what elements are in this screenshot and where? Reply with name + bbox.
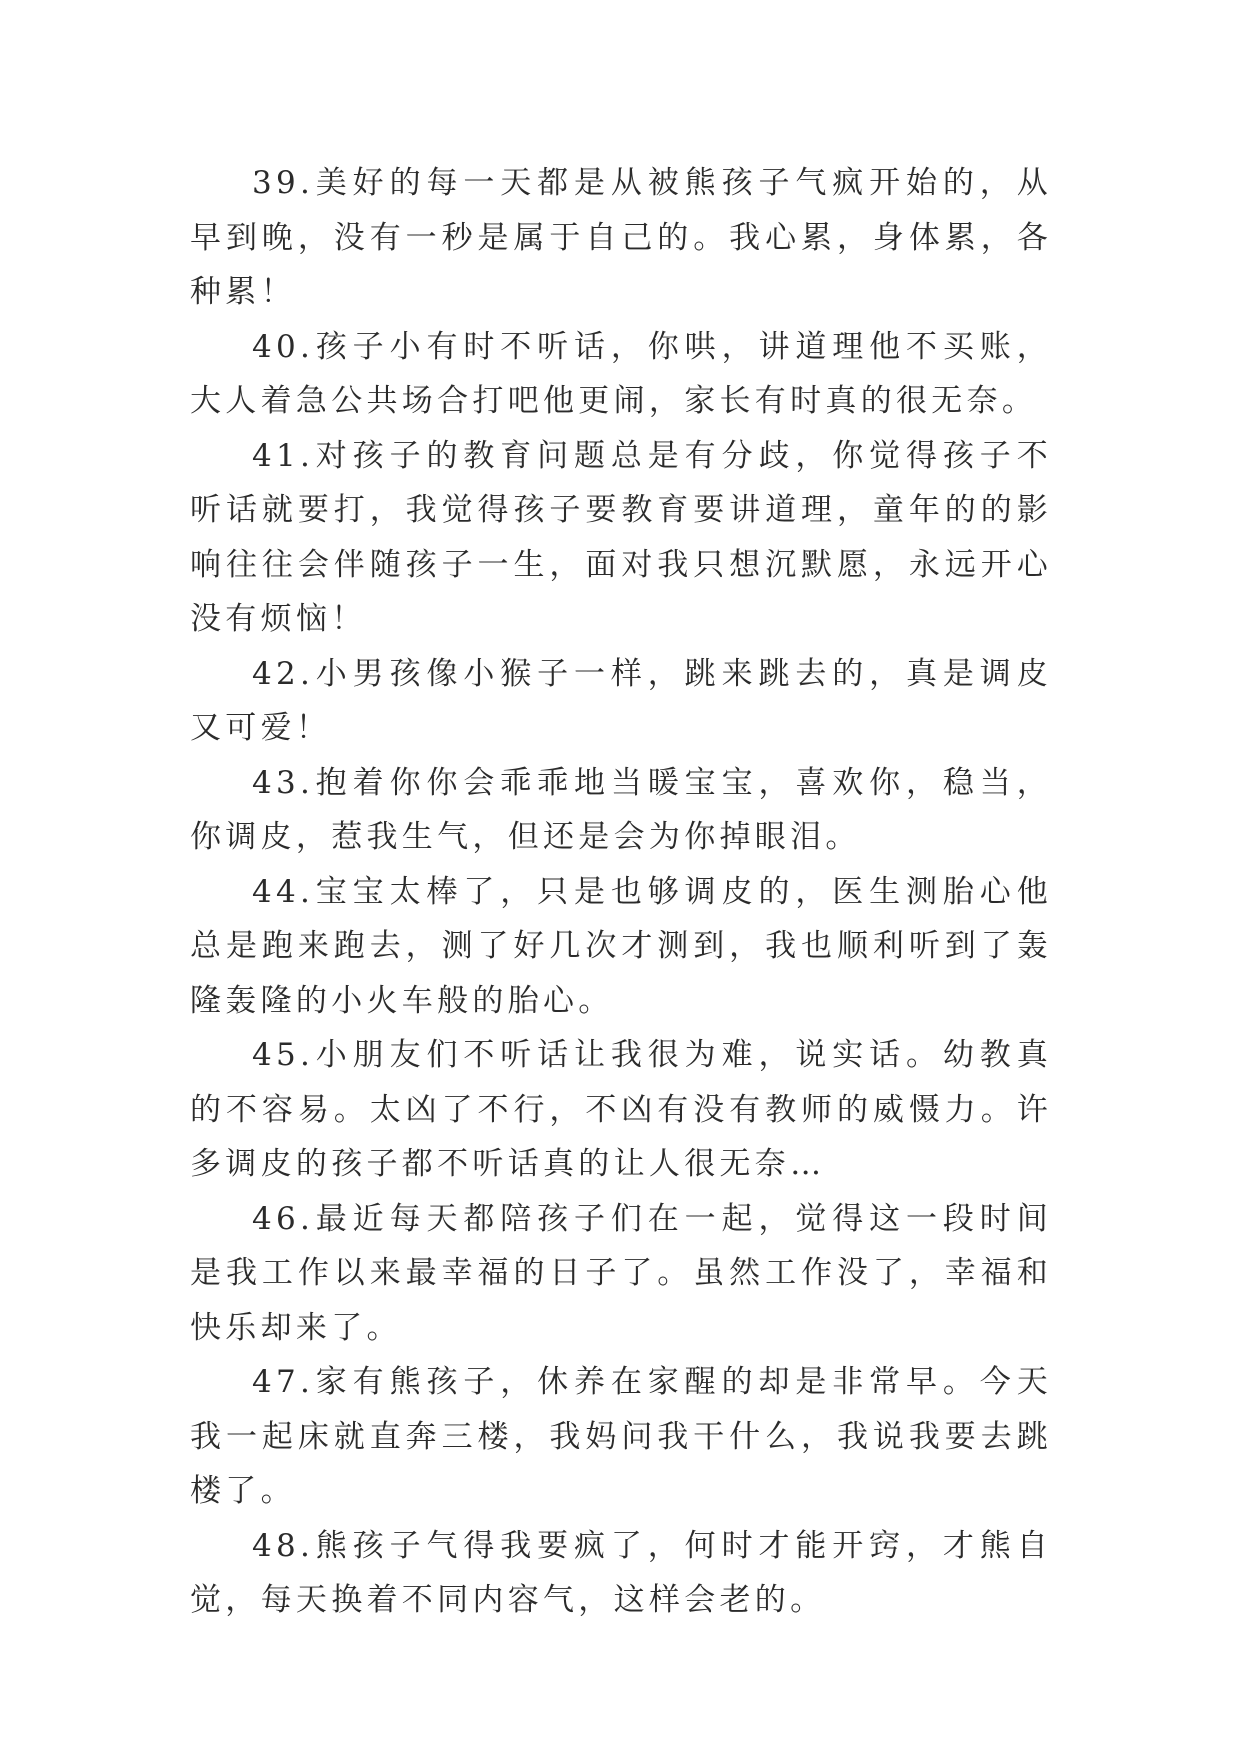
paragraph-43: 43.抱着你你会乖乖地当暖宝宝，喜欢你，稳当，你调皮，惹我生气，但还是会为你掉眼泪。 [190, 764, 1052, 855]
document-body [190, 156, 1052, 1628]
paragraph-45: 45.小朋友们不听话让我很为难，说实话。幼教真的不容易。太凶了不行，不凶有没有教师的威慑力。许多调皮的孩子都不听话真的让人很无奈… [190, 1037, 1052, 1182]
paragraph-40: 40.孩子小有时不听话，你哄，讲道理他不买账，大人着急公共场合打吧他更闹，家长有时真的很无奈。 [190, 328, 1052, 419]
paragraph-46: 46.最近每天都陪孩子们在一起，觉得这一段时间是我工作以来最幸福的日子了。虽然工作没了，幸福和快乐却来了。 [190, 1200, 1052, 1346]
paragraph-47: 47.家有熊孩子，休养在家醒的却是非常早。今天我一起床就直奔三楼，我妈问我干什么，我说我要去跳楼了。 [190, 1364, 1052, 1509]
paragraph-39: 39.美好的每一天都是从被熊孩子气疯开始的，从早到晚，没有一秒是属于自己的。我心累，身体累，各种累！ [190, 165, 1052, 310]
paragraph-42: 42.小男孩像小猴子一样，跳来跳去的，真是调皮又可爱！ [190, 655, 1052, 746]
paragraph-44: 44.宝宝太棒了，只是也够调皮的，医生测胎心他总是跑来跑去，测了好几次才测到，我也顺利听到了轰隆轰隆的小火车般的胎心。 [190, 873, 1052, 1019]
paragraph-48: 48.熊孩子气得我要疯了，何时才能开窍，才熊自觉，每天换着不同内容气，这样会老的。 [190, 1527, 1052, 1618]
paragraph-41: 41.对孩子的教育问题总是有分歧，你觉得孩子不听话就要打，我觉得孩子要教育要讲道理，童年的的影响往往会伴随孩子一生，面对我只想沉默愿，永远开心没有烦恼！ [190, 437, 1052, 637]
